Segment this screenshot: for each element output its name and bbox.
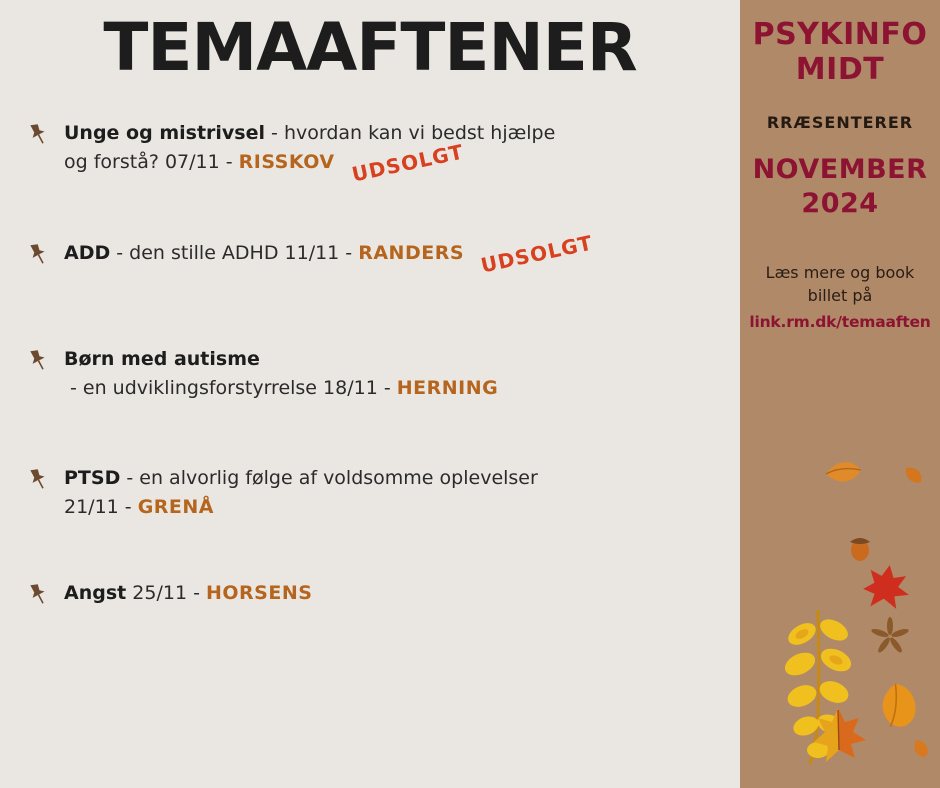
event-text <box>64 119 710 148</box>
event-title: Unge og mistrivsel <box>64 121 266 144</box>
pushpin-icon <box>24 120 52 148</box>
event-title: Angst <box>64 581 127 604</box>
event-location: RANDERS <box>358 242 465 265</box>
event-date: 21/11 - <box>64 496 138 519</box>
event-text-line2 <box>64 374 710 403</box>
booking-info-line1: Læs mere og book <box>765 262 915 282</box>
event-title: PTSD <box>64 466 121 489</box>
status-badge: UDSOLGT <box>349 139 466 187</box>
event-desc: - den stille ADHD 11/11 - <box>110 242 359 265</box>
page-title: TEMAAFTENER <box>103 9 637 86</box>
pushpin-icon <box>24 346 52 374</box>
list-item <box>24 230 710 285</box>
event-text <box>64 579 710 608</box>
event-text-line2 <box>64 139 710 187</box>
pushpin-icon <box>24 465 52 493</box>
sidebar <box>740 0 940 788</box>
booking-info-line2: billet på <box>807 285 873 305</box>
list-item <box>24 464 710 523</box>
status-badge: UDSOLGT <box>478 230 595 278</box>
event-date: og forstå? 07/11 - <box>64 151 239 174</box>
event-title: ADD <box>64 242 111 265</box>
list-item <box>24 579 710 625</box>
brand-name-line1: PSYKINFO <box>752 17 928 52</box>
month-label: NOVEMBER <box>752 154 928 185</box>
event-location: HERNING <box>396 377 499 400</box>
event-location: RISSKOV <box>238 151 335 174</box>
event-text <box>64 345 710 374</box>
event-desc: - en alvorlig følge af voldsomme oplevelser <box>120 466 538 489</box>
event-text-line2 <box>64 493 710 522</box>
event-title: Børn med autisme <box>64 348 260 371</box>
event-text <box>64 464 710 493</box>
booking-link[interactable]: link.rm.dk/temaaften <box>749 313 931 332</box>
autumn-leaves-decoration <box>740 440 940 788</box>
event-text <box>64 230 710 278</box>
presents-label: RRÆSENTERER <box>766 113 914 132</box>
event-date: - en udviklingsforstyrrelse 18/11 - <box>70 377 397 400</box>
pushpin-icon <box>24 580 52 608</box>
list-item <box>24 345 710 404</box>
event-list <box>0 119 740 625</box>
event-desc: 25/11 - <box>126 581 206 604</box>
event-location: HORSENS <box>205 581 313 604</box>
event-desc: - hvordan kan vi bedst hjælpe <box>265 121 556 144</box>
year-label: 2024 <box>801 188 879 220</box>
brand-name-line2: MIDT <box>795 51 885 87</box>
list-item <box>24 119 710 187</box>
pushpin-icon <box>24 240 52 268</box>
event-location: GRENÅ <box>137 496 215 519</box>
